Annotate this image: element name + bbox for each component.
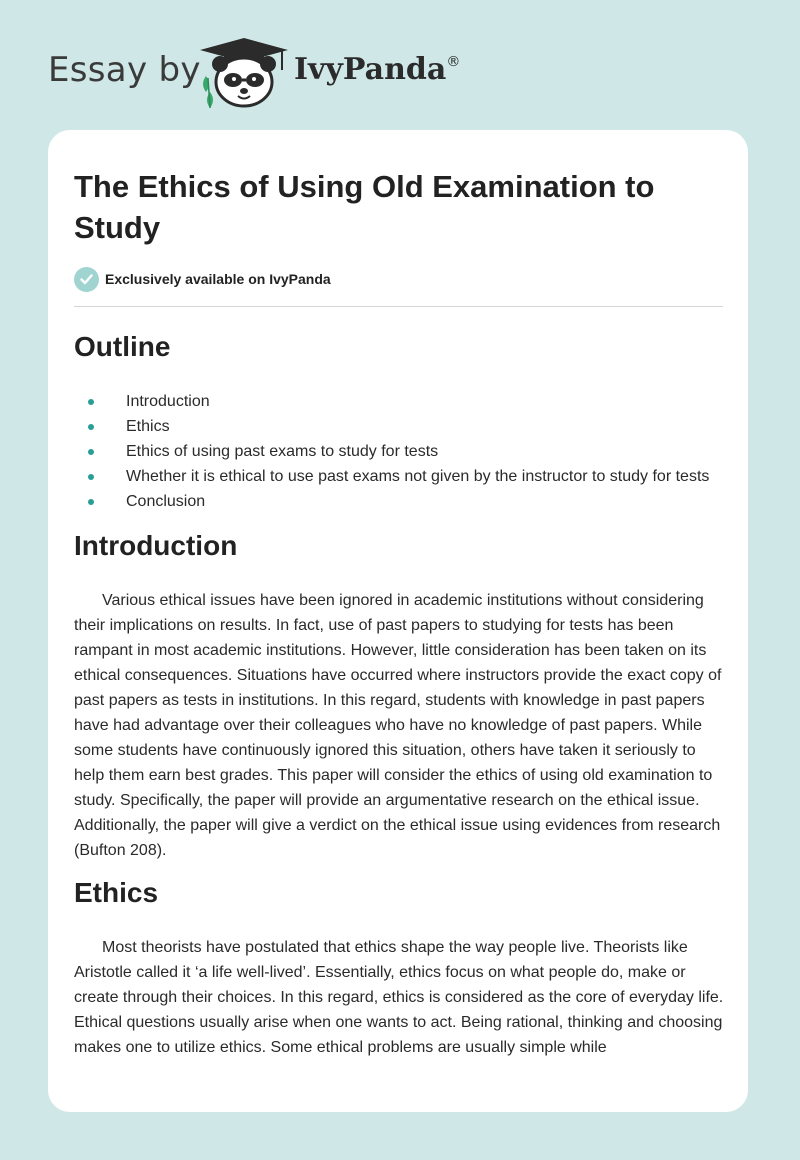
site-header (0, 0, 800, 130)
registered-mark: ® (446, 54, 461, 70)
outline-heading: Outline (74, 331, 171, 362)
check-icon (74, 267, 99, 292)
outline-item-ethical-question[interactable]: Whether it is ethical to use past exams not given by the instructor to study for tests (74, 464, 724, 489)
outline-item-introduction[interactable]: Introduction (74, 389, 724, 414)
ethics-heading: Ethics (74, 877, 159, 908)
introduction-heading: Introduction (74, 530, 238, 561)
essay-by-label: Essay by (48, 50, 201, 90)
introduction-paragraph: Various ethical issues have been ignored in academic institutions without considering their implications on results. In fact, use of past papers to studying for tests has been rampant in most academic institutions. However, little consideration has been taken on its ethical consequences. Situations have occurred where instructors provide the exact copy of past papers as tests in institutions. In this regard, students with knowledge in past papers have had advantage over their colleagues who have no knowledge of past papers. While some students have continuously ignored this situation, others have taken it seriously to help them earn best grades. This paper will consider the ethics of using old examination to study. Specifically, the paper will provide an argumentative research on the ethical issue. Additionally, the paper will give a verdict on the ethical issue using evidences from research (Bufton 208). (74, 592, 722, 859)
divider (74, 306, 723, 307)
outline-item-ethics[interactable]: Ethics (74, 414, 724, 439)
exclusive-label: Exclusively available on IvyPanda (105, 271, 331, 287)
ethics-paragraph: Most theorists have postulated that ethics shape the way people live. Theorists like Aristotle called it ‘a life well-lived’. Essentially, ethics focus on what people do, make or create through their choices. In this regard, ethics is considered as the core of everyday life. Ethical questions usually arise when one wants to act. Being rational, thinking and choosing makes one to utilize ethics. Some ethical problems are usually simple while (74, 939, 724, 1056)
essay-card (48, 130, 748, 1112)
brand-logo[interactable] (294, 52, 460, 87)
panda-graduate-logo-icon[interactable] (196, 36, 292, 110)
outline-item-past-exams[interactable]: Ethics of using past exams to study for tests (74, 439, 724, 464)
outline-list (74, 389, 724, 514)
essay-title: The Ethics of Using Old Examination to Study (74, 169, 655, 245)
exclusive-badge (74, 266, 724, 292)
outline-item-conclusion[interactable]: Conclusion (74, 489, 724, 514)
essay-content (74, 166, 724, 1060)
brand-name: IvyPanda (294, 52, 447, 87)
